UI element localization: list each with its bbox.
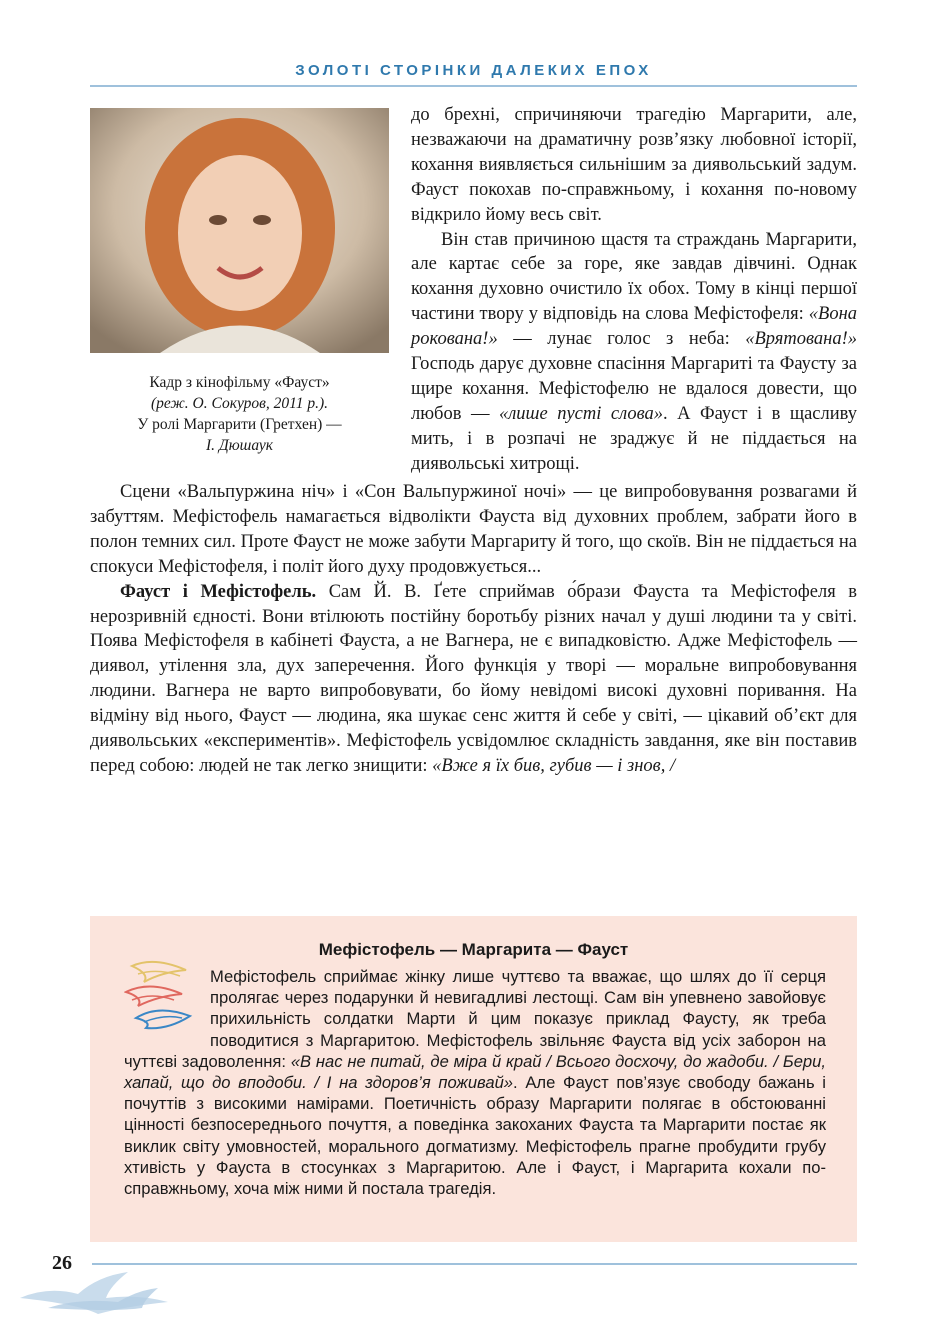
paragraph <box>411 228 857 477</box>
running-header: ЗОЛОТІ СТОРІНКИ ДАЛЕКИХ ЕПОХ <box>295 62 652 79</box>
text-span: Сам Й. В. Ґете сприймав о́брази Фауста та Мефістофеля в нерозривній єдності. Вони втілюють постійну боротьбу різних начал у душі людини та у світі. Поява Мефістофеля в кабінеті Фауста, а не Вагнера, не є випадковістю. Адже Мефістофель — диявол, утілення зла, дух заперечення. Його функція у творі — моральне випробовування людини. Вагнера не варто випробовувати, бо йому невідомі високі духовні поривання. На відміну від нього, Фауст — людина, яка шукає сенс життя й себе у світі, — цікавий об’єкт для диявольських «експериментів». Мефістофель усвідомлює складність завдання, яке він поставив перед собою: людей не так легко знищити: <box>90 581 857 776</box>
quote-span: «лише пусті слова» <box>498 403 664 424</box>
sidebar-box <box>90 916 857 1242</box>
flying-birds-icon <box>18 1268 188 1318</box>
right-column-text <box>411 103 857 477</box>
quote-span: «В нас не питай, де міра й край / Всього досхочу, до жадоби. / Бери, хапай, що до вподоби. / І на здоров’я поживай» <box>124 1051 826 1093</box>
paragraph: Сцени «Вальпуржина ніч» і «Сон Вальпуржиної ночі» — це випробовування розвагами й забуттям. Мефістофель намагається відволікти Фауста від духовних проблем, забрати його в полон темних сил. Проте Фауст не може забути Маргариту й того, що скоїв. Він не піддається на спокуси Мефістофеля, і політ його духу продовжується... <box>90 482 857 577</box>
icon-spacer <box>124 966 210 1050</box>
caption-line: І. Дюшаук <box>205 437 274 454</box>
full-width-text <box>90 480 857 779</box>
section-heading: Фауст і Мефістофель. <box>120 581 317 602</box>
header-divider <box>90 85 857 87</box>
caption-line: У ролі Маргарити (Гретхен) — <box>137 416 342 433</box>
quote-span: «Врятована!» <box>745 329 857 350</box>
film-still-photo <box>90 108 389 353</box>
text-span: . А Фауст і в щасливу мить, і в розпачі не зраджує й не піддається на диявольські хитрощі. <box>411 403 858 474</box>
text-span: — лунає голос з неба: <box>497 329 746 350</box>
text-span: Мефістофель сприймає жінку лише чуттєво та вважає, що шлях до її серця пролягає через подарунки й невигадливі лестощі. Сам він упевнено завойовує прихильність солдатки Марти й цим показує приклад Фаусту, як треба поводитися з Маргаритою. Мефістофель звільняє Фауста від усіх заборон на чуттєві задоволення: <box>124 967 826 1071</box>
text-span: Господь дарує духовне спасіння Маргариті та Фаусту за щире кохання. Мефістофелю не вдалося довести, що любов — <box>411 354 857 424</box>
photo-caption <box>90 372 389 456</box>
paragraph <box>90 580 857 779</box>
text-span: . Але Фауст пов’язує свободу бажань і почуттів з високими намірами. Поетичність образу Маргарити полягає в обстоюванні цінності безпосереднього почуття, а поведінка закоханих Фауста та Маргарити постає як виклик світу умовностей, морального догматизму. Мефістофель прагне пробудити грубу хтивість у Фауста в стосунках з Маргаритою. Але і Фауст, і Маргарита кохали по-справжньому, хоча між ними й постала трагедія. <box>124 1073 826 1199</box>
text-span: Він став причиною щастя та страждань Маргарити, але картає себе за горе, яке завдав дівчині. Однак кохання духовно очистило їх обох. Тому в кінці першої частини твору у відповідь на слова Мефістофеля: <box>411 229 857 325</box>
quote-span: «Вона рокована!» <box>411 304 857 350</box>
paragraph: до брехні, спричиняючи трагедію Маргарити, але, незважаючи на драматичну розв’язку любовної історії, кохання виявляється сильнішим за диявольський задум. Фауст покохав по-справжньому, і кохання по-новому відкрило йому весь світ. <box>411 105 857 225</box>
box-body-text <box>124 966 826 1199</box>
footer-divider <box>92 1263 857 1265</box>
page-number: 26 <box>52 1252 72 1274</box>
quote-span: «Вже я їх бив, губив — і знов, / <box>432 755 676 776</box>
caption-line: (реж. О. Сокуров, 2011 р.). <box>150 395 328 412</box>
caption-line: Кадр з кінофільму «Фауст» <box>149 374 330 391</box>
box-title: Мефістофель — Маргарита — Фауст <box>318 940 629 959</box>
